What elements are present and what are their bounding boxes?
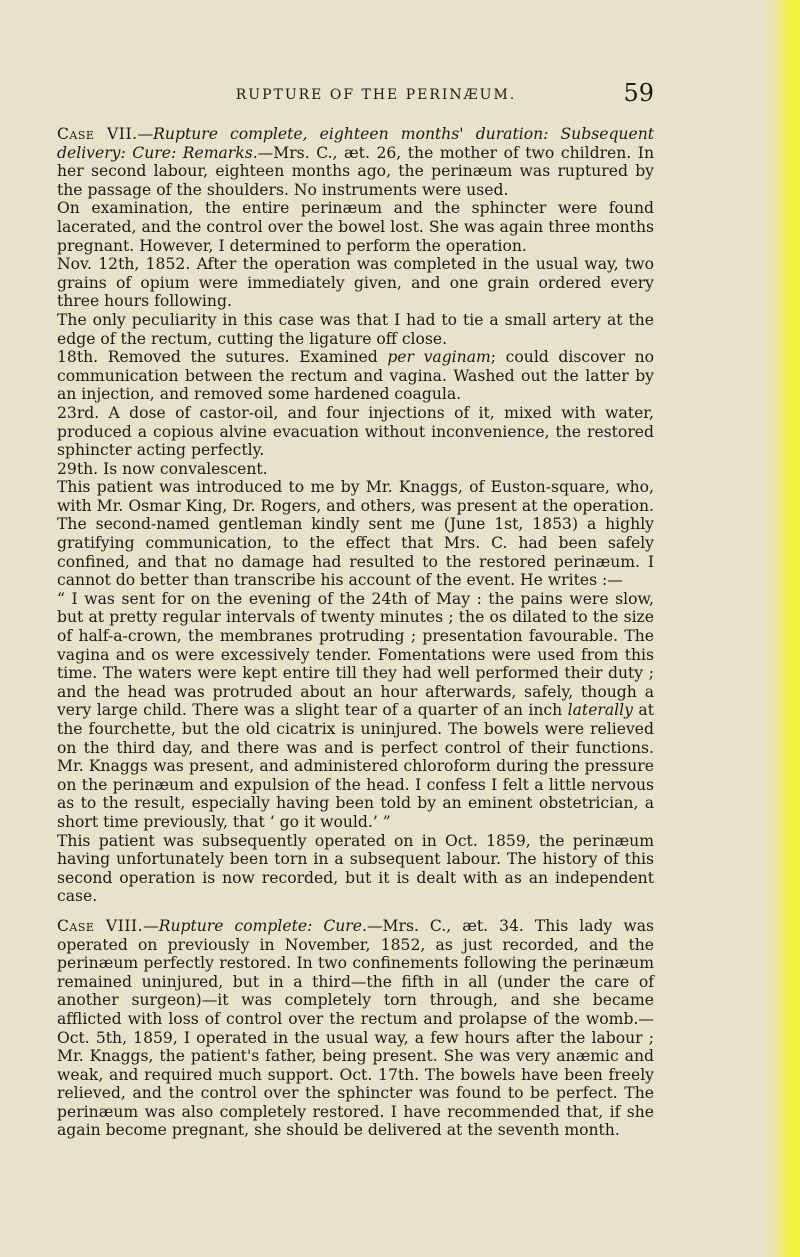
page-body — [57, 125, 654, 1140]
italic-text: per vaginam — [387, 348, 491, 367]
case-7-intro — [57, 125, 654, 199]
quoted-letter — [57, 590, 654, 832]
page-edge — [760, 0, 800, 1257]
paragraph: 23rd. A dose of castor-oil, and four injections of it, mixed with water, produced a copious alvine evacuation without inconvenience, the restored sphincter acting perfectly. — [57, 403, 654, 460]
paragraph: Nov. 12th, 1852. After the operation was completed in the usual way, two grains of opium were immediately given, and one grain ordered every three hours following. — [57, 255, 654, 311]
case-7-title: —Rupture complete, eighteen months' duration: Subsequent delivery: Cure: Remarks. — [57, 125, 655, 162]
paragraph: The only peculiarity in this case was that I had to tie a small artery at the edge of the rectum, cutting the ligature off close. — [57, 310, 654, 348]
case-7-label: Case VII. — [57, 125, 138, 143]
paragraph: This patient was introduced to me by Mr. Knaggs, of Euston-square, who, with Mr. Osmar King, Dr. Rogers, and others, was present at the operation. The second-named gentleman kindly sent me (June 1st, 1853) a highly gratifying communication, to the effect that Mrs. C. had been safely confined, and that no damage had resulted to the restored perinæum. I cannot do better than transcribe his account of the event. He writes :— — [57, 478, 654, 590]
case-8-title: —Rupture complete: Cure. — [143, 916, 367, 935]
paragraph: This patient was subsequently operated on in Oct. 1859, the perinæum having unfortunately been torn in a subsequent labour. The history of this second operation is now recorded, but it is dealt with as an independent case. — [57, 831, 654, 906]
case-8-body — [57, 917, 654, 1140]
case-8-text: —Mrs. C., æt. 34. This lady was operated on previously in November, 1852, as just recorded, and the perinæum perfectly restored. In two confinements following the perinæum remained uninjured, but in a third—the fifth in all (under the care of another surgeon)—it was completely torn through, and she became afflicted with loss of control over the rectum and prolapse of the womb.—Oct. 5th, 1859, I operated in the usual way, a few hours after the labour ; Mr. Knaggs, the patient's father, being present. She was very anæmic and weak, and required much support. Oct. 17th. The bowels have been freely relieved, and the control over the sphincter was found to be perfect. The perinæum was also completely restored. I have recommended that, if she again become pregnant, she should be delivered at the seventh month. — [57, 916, 655, 1140]
italic-text: laterally — [567, 701, 633, 720]
text-run: “ I was sent for on the evening of the 24th of May : the pains were slow, but at pretty regular intervals of twenty minutes ; the os dilated to the size of half-a-crown, the membranes protruding ; presentation favourable. The vagina and os were excessively tender. Fomentations were used from this time. The waters were kept entire till they had well performed their duty ; and the head was protruded about an hour afterwards, safely, though a very large child. There was a slight tear of a quarter of an inch — [57, 589, 654, 720]
case-7 — [57, 125, 654, 906]
case-8 — [57, 917, 654, 1140]
paragraph: 29th. Is now convalescent. — [57, 459, 268, 478]
page-header — [98, 79, 654, 113]
page-number: 59 — [623, 79, 654, 107]
paragraph: On examination, the entire perinæum and the sphincter were found lacerated, and the control over the bowel lost. She was again three months pregnant. However, I determined to perform the operation. — [57, 199, 654, 255]
text-run: 18th. Removed the sutures. Examined — [57, 348, 388, 367]
text-run: ; could discover no communication between the rectum and vagina. Washed out the latter by an injection, and removed some hardened coagula. — [57, 348, 655, 404]
text-run: at the fourchette, but the old cicatrix is uninjured. The bowels were relieved on the third day, and there was and is perfect control of their functions. Mr. Knaggs was present, and administered chloroform during the pressure on the perinæum and expulsion of the head. I confess I felt a little nervous as to the result, especially having been told by an eminent obstetrician, a short time previously, that ‘ go it would.’ ” — [57, 701, 654, 831]
case-7-intro-text: —Mrs. C., æt. 26, the mother of two children. In her second labour, eighteen months ago, the perinæum was ruptured by the passage of the shoulders. No instruments were used. — [57, 143, 655, 199]
case-8-label: Case VIII. — [57, 916, 144, 935]
running-title: RUPTURE OF THE PERINÆUM. — [235, 87, 517, 103]
paragraph — [57, 348, 654, 404]
